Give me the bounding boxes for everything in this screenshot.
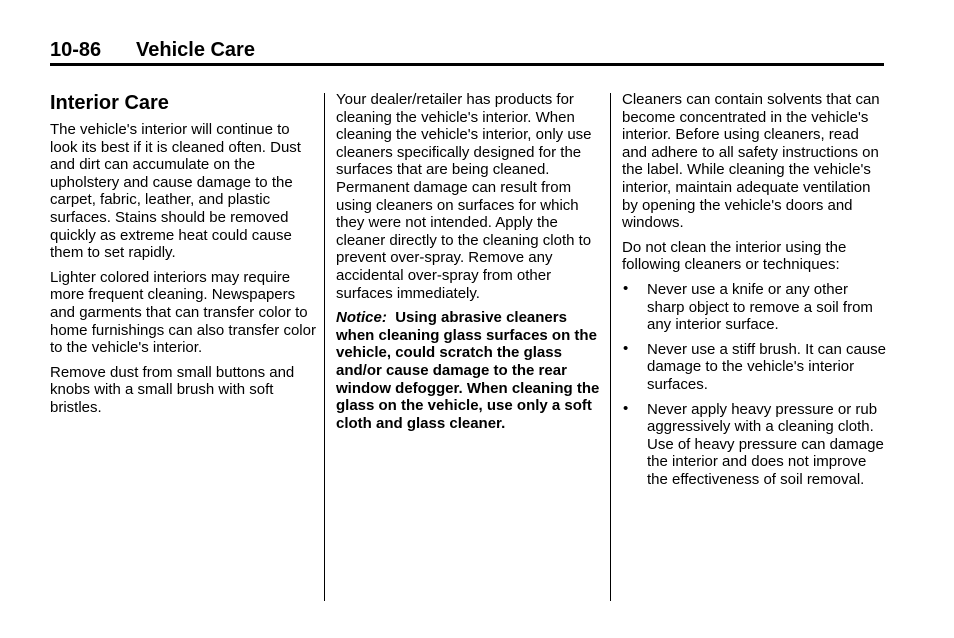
paragraph-solvents: Cleaners can contain solvents that can become concentrated in the vehicle's interior. Before using cleaners, read and adhere to all safety instructions on the label. While cleaning the vehicle's interior, maintain adequate ventilation by opening the vehicle's doors and windows. [622,91,880,232]
column-divider [324,93,325,601]
bullet-icon: • [623,399,629,417]
paragraph-remove-dust: Remove dust from small buttons and knobs with a small brush with soft bristles. [50,363,295,416]
column-divider [610,93,611,601]
bullet-text: Never use a stiff brush. It can cause damage to the vehicle's interior surfaces. [647,340,887,393]
list-item [622,281,886,334]
notice-text: Using abrasive cleaners when cleaning glass surfaces on the vehicle, could scratch the glass and/or cause damage to the rear window defogger. When cleaning the glass on the vehicle, use only a soft cloth and glass cleaner. [336,309,600,432]
column-3 [622,91,886,495]
list-item [622,341,886,394]
list-item [622,401,886,489]
bullet-text: Never apply heavy pressure or rub aggressively with a cleaning cloth. Use of heavy pressure can damage the interior and does not improve the effectiveness of soil removal. [647,400,884,488]
notice-block [336,309,600,432]
paragraph-cleaning-often: The vehicle's interior will continue to look its best if it is cleaned often. Dust and dirt can accumulate on the upholstery and cause damage to the carpet, fabric, leather, and plastic surfaces. Stains should be removed quickly as extreme heat could cause them to set rapidly. [50,121,301,262]
bullet-text: Never use a knife or any other sharp object to remove a soil from any interior surface. [647,280,873,334]
page-number: 10-86 [50,39,102,61]
bullet-icon: • [623,279,629,297]
page-header [50,37,884,65]
paragraph-lighter-interiors: Lighter colored interiors may require more frequent cleaning. Newspapers and garments that can transfer color to home furnishings can also transfer color to the vehicle's interior. [50,268,316,357]
column-1 [50,91,316,424]
paragraph-dealer-products: Your dealer/retailer has products for cleaning the vehicle's interior. When cleaning the vehicle's interior, only use cleaners specifically designed for the surfaces that are being cleaned. Permanent damage can result from using cleaners on surfaces for which they were not intended. Apply the cleaner directly to the cleaning cloth to prevent over-spray. Remove any accidental over-spray from other surfaces immediately. [336,91,592,302]
heading-interior-care: Interior Care [50,92,169,114]
column-2 [336,91,600,439]
paragraph-do-not-clean: Do not clean the interior using the following cleaners or techniques: [622,238,847,274]
notice-label: Notice: [336,309,387,327]
bullet-icon: • [623,339,629,357]
bullet-list [622,281,886,489]
header-rule [50,63,884,66]
section-title: Vehicle Care [136,39,255,61]
